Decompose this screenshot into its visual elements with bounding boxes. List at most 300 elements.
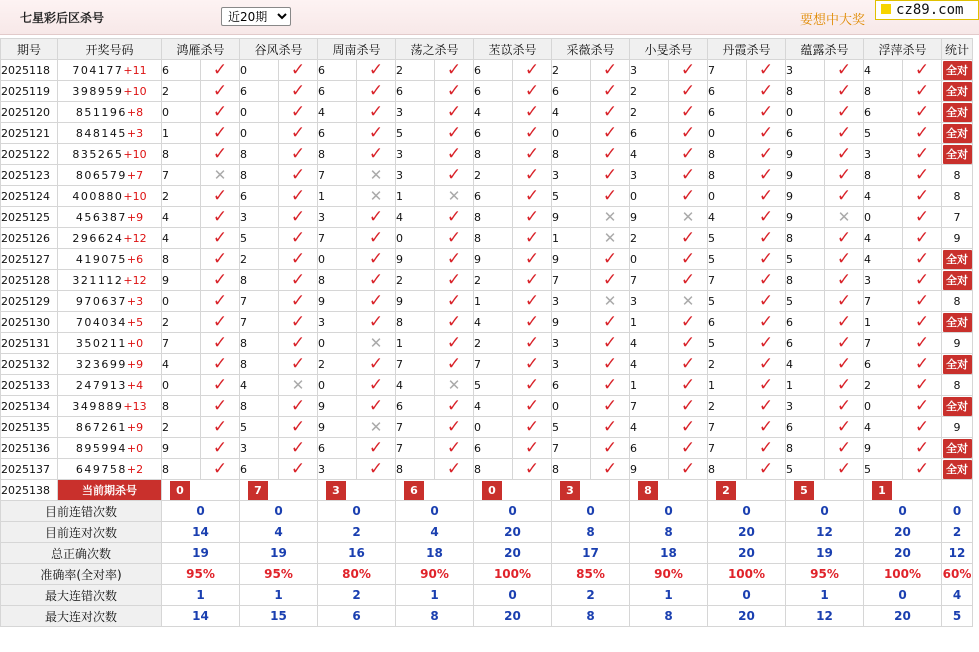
stat-cell [942, 165, 973, 186]
current-kill-number: 1 [872, 481, 892, 500]
period-cell: 2025119 [1, 81, 58, 102]
check-mark-icon: ✓ [836, 375, 852, 395]
draw-numbers: 704034 [75, 315, 127, 329]
summary-value: 14 [162, 606, 240, 627]
result-cell [825, 249, 864, 270]
summary-value: 18 [396, 543, 474, 564]
draw-numbers: 398959 [72, 84, 124, 98]
result-cell [747, 312, 786, 333]
summary-value: 4 [240, 522, 318, 543]
summary-value: 80% [318, 564, 396, 585]
draw-sum: +9 [126, 210, 144, 224]
check-mark-icon: ✓ [212, 312, 228, 332]
draw-numbers-cell [58, 333, 162, 354]
period-cell: 2025125 [1, 207, 58, 228]
kill-number-cell: 3 [630, 165, 669, 186]
result-cell [825, 186, 864, 207]
kill-number-cell: 3 [630, 291, 669, 312]
result-cell [279, 375, 318, 396]
summary-value: 0 [318, 501, 396, 522]
kill-number-cell: 9 [786, 207, 825, 228]
table-row [1, 249, 973, 270]
all-correct-badge: 全对 [943, 250, 972, 269]
result-cell [903, 207, 942, 228]
result-cell [903, 102, 942, 123]
check-mark-icon: ✓ [446, 270, 462, 290]
result-cell [435, 396, 474, 417]
draw-numbers: 350211 [75, 336, 127, 350]
period-cell: 2025137 [1, 459, 58, 480]
kill-number-cell: 0 [552, 396, 591, 417]
check-mark-icon: ✓ [446, 81, 462, 101]
kill-number-cell: 8 [474, 144, 513, 165]
check-mark-icon: ✓ [680, 396, 696, 416]
result-cell [591, 270, 630, 291]
stat-value: 8 [953, 189, 961, 203]
result-cell [201, 249, 240, 270]
result-cell [747, 144, 786, 165]
kill-number-cell: 2 [162, 186, 201, 207]
check-mark-icon: ✓ [212, 207, 228, 227]
result-cell [201, 102, 240, 123]
result-cell [903, 81, 942, 102]
check-mark-icon: ✓ [446, 123, 462, 143]
check-mark-icon: ✓ [836, 291, 852, 311]
column-header: 期号 [1, 39, 58, 60]
period-cell: 2025130 [1, 312, 58, 333]
kill-number-cell: 3 [552, 165, 591, 186]
kill-number-cell: 8 [240, 144, 279, 165]
kill-number-cell: 2 [708, 396, 747, 417]
result-cell [201, 354, 240, 375]
summary-value: 0 [708, 585, 786, 606]
result-cell [201, 291, 240, 312]
kill-number-cell: 2 [240, 249, 279, 270]
result-cell [747, 123, 786, 144]
result-cell [435, 186, 474, 207]
result-cell [903, 270, 942, 291]
result-cell [669, 186, 708, 207]
result-cell [825, 417, 864, 438]
summary-value: 20 [708, 543, 786, 564]
kill-number-cell: 0 [162, 291, 201, 312]
check-mark-icon: ✓ [680, 165, 696, 185]
kill-number-cell: 6 [318, 60, 357, 81]
kill-number-cell: 8 [162, 396, 201, 417]
result-cell [669, 291, 708, 312]
check-mark-icon: ✓ [836, 186, 852, 206]
check-mark-icon: ✓ [290, 354, 306, 374]
check-mark-icon: ✓ [836, 312, 852, 332]
summary-value: 20 [474, 606, 552, 627]
kill-number-cell: 6 [396, 81, 435, 102]
column-header: 统计 [942, 39, 973, 60]
result-cell [357, 270, 396, 291]
kill-number-cell: 6 [708, 312, 747, 333]
check-mark-icon: ✓ [212, 249, 228, 269]
table-row [1, 60, 973, 81]
result-cell [357, 186, 396, 207]
kill-number-cell: 9 [552, 312, 591, 333]
summary-value: 4 [396, 522, 474, 543]
kill-number-cell: 8 [240, 354, 279, 375]
check-mark-icon: ✓ [290, 396, 306, 416]
result-cell [201, 165, 240, 186]
kill-number-cell: 0 [396, 228, 435, 249]
result-cell [435, 165, 474, 186]
check-mark-icon: ✓ [836, 417, 852, 437]
result-cell [513, 417, 552, 438]
all-correct-badge: 全对 [943, 460, 972, 479]
summary-value: 8 [630, 522, 708, 543]
kill-number-cell: 2 [708, 354, 747, 375]
all-correct-badge: 全对 [943, 145, 972, 164]
result-cell [201, 270, 240, 291]
column-header: 采薇杀号 [552, 39, 630, 60]
result-cell [279, 417, 318, 438]
current-kill-number: 5 [794, 481, 814, 500]
column-header: 鸿雁杀号 [162, 39, 240, 60]
kill-number-cell: 8 [396, 312, 435, 333]
check-mark-icon: ✓ [212, 354, 228, 374]
cross-mark-icon: ✕ [369, 166, 383, 184]
result-cell [435, 438, 474, 459]
check-mark-icon: ✓ [290, 249, 306, 269]
table-row [1, 354, 973, 375]
check-mark-icon: ✓ [524, 333, 540, 353]
result-cell [591, 81, 630, 102]
result-cell [669, 270, 708, 291]
current-kill-label: 当前期杀号 [58, 480, 162, 501]
check-mark-icon: ✓ [212, 144, 228, 164]
draw-sum: +0 [126, 441, 144, 455]
draw-sum: +11 [123, 63, 147, 77]
kill-number-cell: 4 [162, 228, 201, 249]
result-cell [825, 144, 864, 165]
check-mark-icon: ✓ [524, 228, 540, 248]
kill-number-cell: 9 [318, 396, 357, 417]
period-cell: 2025128 [1, 270, 58, 291]
summary-stat-value: 60% [942, 564, 973, 585]
result-cell [591, 291, 630, 312]
kill-number-cell: 3 [240, 438, 279, 459]
summary-stat-value: 2 [942, 522, 973, 543]
kill-number-cell: 9 [864, 438, 903, 459]
result-cell [903, 144, 942, 165]
draw-numbers-cell [58, 249, 162, 270]
summary-value: 0 [162, 501, 240, 522]
kill-number-cell: 7 [630, 270, 669, 291]
period-range-select[interactable] [221, 7, 291, 26]
kill-number-cell: 8 [708, 459, 747, 480]
summary-value: 20 [708, 606, 786, 627]
kill-number-cell: 0 [552, 123, 591, 144]
kill-number-cell: 4 [474, 102, 513, 123]
kill-number-cell: 0 [708, 123, 747, 144]
result-cell [825, 228, 864, 249]
draw-numbers: 323699 [75, 357, 127, 371]
kill-number-cell: 0 [708, 186, 747, 207]
result-cell [669, 333, 708, 354]
column-header: 苤苡杀号 [474, 39, 552, 60]
stat-cell [942, 438, 973, 459]
kill-number-cell: 7 [474, 354, 513, 375]
result-cell [591, 186, 630, 207]
draw-sum: +0 [126, 336, 144, 350]
draw-numbers-cell [58, 396, 162, 417]
kill-number-cell: 3 [396, 165, 435, 186]
check-mark-icon: ✓ [836, 102, 852, 122]
check-mark-icon: ✓ [290, 417, 306, 437]
summary-value: 90% [396, 564, 474, 585]
check-mark-icon: ✓ [758, 249, 774, 269]
kill-number-cell: 1 [396, 186, 435, 207]
check-mark-icon: ✓ [680, 333, 696, 353]
result-cell [747, 207, 786, 228]
draw-numbers: 704177 [72, 63, 124, 77]
result-cell [513, 396, 552, 417]
draw-numbers-cell [58, 438, 162, 459]
stat-value: 7 [953, 210, 961, 224]
kill-number-cell: 2 [318, 354, 357, 375]
check-mark-icon: ✓ [758, 60, 774, 80]
summary-value: 1 [240, 585, 318, 606]
kill-number-cell: 3 [552, 291, 591, 312]
draw-numbers: 419075 [75, 252, 127, 266]
check-mark-icon: ✓ [914, 102, 930, 122]
result-cell [279, 249, 318, 270]
check-mark-icon: ✓ [836, 81, 852, 101]
kill-number-cell: 7 [318, 228, 357, 249]
stat-cell [942, 102, 973, 123]
result-cell [669, 438, 708, 459]
check-mark-icon: ✓ [212, 417, 228, 437]
summary-value: 20 [864, 522, 942, 543]
cross-mark-icon: ✕ [369, 334, 383, 352]
summary-label: 目前连对次数 [1, 522, 162, 543]
check-mark-icon: ✓ [212, 60, 228, 80]
kill-number-cell: 6 [786, 333, 825, 354]
kill-number-cell: 3 [552, 333, 591, 354]
result-cell [747, 102, 786, 123]
kill-number-cell: 9 [630, 207, 669, 228]
current-kill-number: 6 [404, 481, 424, 500]
kill-number-cell: 1 [162, 123, 201, 144]
check-mark-icon: ✓ [602, 60, 618, 80]
kill-number-cell: 0 [474, 417, 513, 438]
kill-number-cell: 8 [240, 270, 279, 291]
check-mark-icon: ✓ [758, 123, 774, 143]
check-mark-icon: ✓ [758, 186, 774, 206]
check-mark-icon: ✓ [446, 165, 462, 185]
kill-number-cell: 6 [474, 60, 513, 81]
column-header: 开奖号码 [58, 39, 162, 60]
period-cell: 2025131 [1, 333, 58, 354]
period-cell: 2025127 [1, 249, 58, 270]
cross-mark-icon: ✕ [369, 418, 383, 436]
check-mark-icon: ✓ [758, 228, 774, 248]
check-mark-icon: ✓ [290, 81, 306, 101]
result-cell [279, 123, 318, 144]
summary-value: 0 [708, 501, 786, 522]
draw-sum: +7 [126, 168, 144, 182]
cross-mark-icon: ✕ [291, 376, 305, 394]
check-mark-icon: ✓ [680, 375, 696, 395]
kill-number-cell: 4 [318, 102, 357, 123]
summary-value: 15 [240, 606, 318, 627]
check-mark-icon: ✓ [914, 417, 930, 437]
check-mark-icon: ✓ [446, 207, 462, 227]
check-mark-icon: ✓ [290, 60, 306, 80]
result-cell [279, 207, 318, 228]
check-mark-icon: ✓ [212, 333, 228, 353]
summary-value: 17 [552, 543, 630, 564]
result-cell [435, 228, 474, 249]
period-cell: 2025121 [1, 123, 58, 144]
period-cell: 2025135 [1, 417, 58, 438]
result-cell [825, 165, 864, 186]
result-cell [513, 60, 552, 81]
check-mark-icon: ✓ [758, 270, 774, 290]
table-row [1, 333, 973, 354]
result-cell [669, 354, 708, 375]
check-mark-icon: ✓ [758, 207, 774, 227]
column-header: 浮萍杀号 [864, 39, 942, 60]
kill-number-cell: 6 [708, 102, 747, 123]
summary-value: 8 [630, 606, 708, 627]
kill-number-cell: 0 [864, 396, 903, 417]
result-cell [669, 417, 708, 438]
result-cell [903, 165, 942, 186]
check-mark-icon: ✓ [212, 438, 228, 458]
check-mark-icon: ✓ [758, 102, 774, 122]
draw-numbers: 848145 [75, 126, 127, 140]
result-cell [669, 123, 708, 144]
result-cell [513, 165, 552, 186]
kill-number-cell: 3 [318, 312, 357, 333]
kill-number-cell: 7 [552, 270, 591, 291]
result-cell [435, 291, 474, 312]
kill-number-cell: 5 [474, 375, 513, 396]
check-mark-icon: ✓ [368, 249, 384, 269]
kill-number-cell: 1 [786, 375, 825, 396]
check-mark-icon: ✓ [914, 438, 930, 458]
check-mark-icon: ✓ [758, 417, 774, 437]
stat-cell [942, 396, 973, 417]
check-mark-icon: ✓ [212, 291, 228, 311]
summary-value: 0 [786, 501, 864, 522]
check-mark-icon: ✓ [212, 81, 228, 101]
table-row [1, 81, 973, 102]
site-logo[interactable]: cz89.com [875, 0, 979, 20]
result-cell [903, 312, 942, 333]
draw-numbers: 895994 [75, 441, 127, 455]
current-kill-number: 3 [326, 481, 346, 500]
current-kill-cell [552, 480, 630, 501]
stat-cell [942, 354, 973, 375]
result-cell [513, 459, 552, 480]
kill-number-cell: 9 [318, 417, 357, 438]
kill-number-cell: 9 [786, 144, 825, 165]
result-cell [513, 270, 552, 291]
result-cell [357, 165, 396, 186]
current-kill-number: 0 [482, 481, 502, 500]
check-mark-icon: ✓ [836, 228, 852, 248]
kill-number-cell: 4 [630, 354, 669, 375]
summary-value: 20 [708, 522, 786, 543]
check-mark-icon: ✓ [368, 144, 384, 164]
check-mark-icon: ✓ [602, 438, 618, 458]
stat-value: 8 [953, 168, 961, 182]
kill-number-cell: 5 [864, 459, 903, 480]
kill-number-cell: 7 [708, 60, 747, 81]
check-mark-icon: ✓ [290, 291, 306, 311]
all-correct-badge: 全对 [943, 355, 972, 374]
check-mark-icon: ✓ [524, 186, 540, 206]
stat-cell [942, 291, 973, 312]
kill-number-cell: 7 [240, 312, 279, 333]
current-kill-cell [474, 480, 552, 501]
column-header: 荡之杀号 [396, 39, 474, 60]
stat-cell [942, 186, 973, 207]
stat-cell [942, 249, 973, 270]
check-mark-icon: ✓ [602, 270, 618, 290]
kill-number-cell: 4 [708, 207, 747, 228]
summary-row [1, 585, 973, 606]
kill-number-cell: 8 [864, 165, 903, 186]
check-mark-icon: ✓ [524, 396, 540, 416]
kill-number-cell: 4 [786, 354, 825, 375]
kill-number-cell: 8 [240, 165, 279, 186]
top-bar [0, 0, 979, 35]
draw-sum: +9 [126, 420, 144, 434]
kill-number-cell: 3 [630, 60, 669, 81]
check-mark-icon: ✓ [758, 333, 774, 353]
kill-number-cell: 3 [240, 207, 279, 228]
kill-number-cell: 9 [396, 249, 435, 270]
kill-number-cell: 7 [708, 438, 747, 459]
kill-number-cell: 4 [396, 375, 435, 396]
summary-value: 19 [240, 543, 318, 564]
table-row [1, 459, 973, 480]
check-mark-icon: ✓ [368, 438, 384, 458]
result-cell [201, 396, 240, 417]
check-mark-icon: ✓ [290, 228, 306, 248]
kill-number-cell: 4 [240, 375, 279, 396]
result-cell [357, 375, 396, 396]
draw-sum: +9 [126, 357, 144, 371]
kill-number-cell: 5 [396, 123, 435, 144]
check-mark-icon: ✓ [368, 354, 384, 374]
kill-number-cell: 2 [162, 81, 201, 102]
check-mark-icon: ✓ [290, 123, 306, 143]
check-mark-icon: ✓ [446, 144, 462, 164]
check-mark-icon: ✓ [290, 144, 306, 164]
check-mark-icon: ✓ [368, 81, 384, 101]
result-cell [669, 60, 708, 81]
check-mark-icon: ✓ [368, 312, 384, 332]
check-mark-icon: ✓ [212, 102, 228, 122]
cross-mark-icon: ✕ [603, 208, 617, 226]
column-header: 丹霞杀号 [708, 39, 786, 60]
check-mark-icon: ✓ [212, 396, 228, 416]
result-cell [357, 60, 396, 81]
kill-number-cell: 6 [630, 438, 669, 459]
column-header: 周南杀号 [318, 39, 396, 60]
kill-number-cell: 4 [864, 60, 903, 81]
result-cell [825, 123, 864, 144]
draw-numbers-cell [58, 354, 162, 375]
